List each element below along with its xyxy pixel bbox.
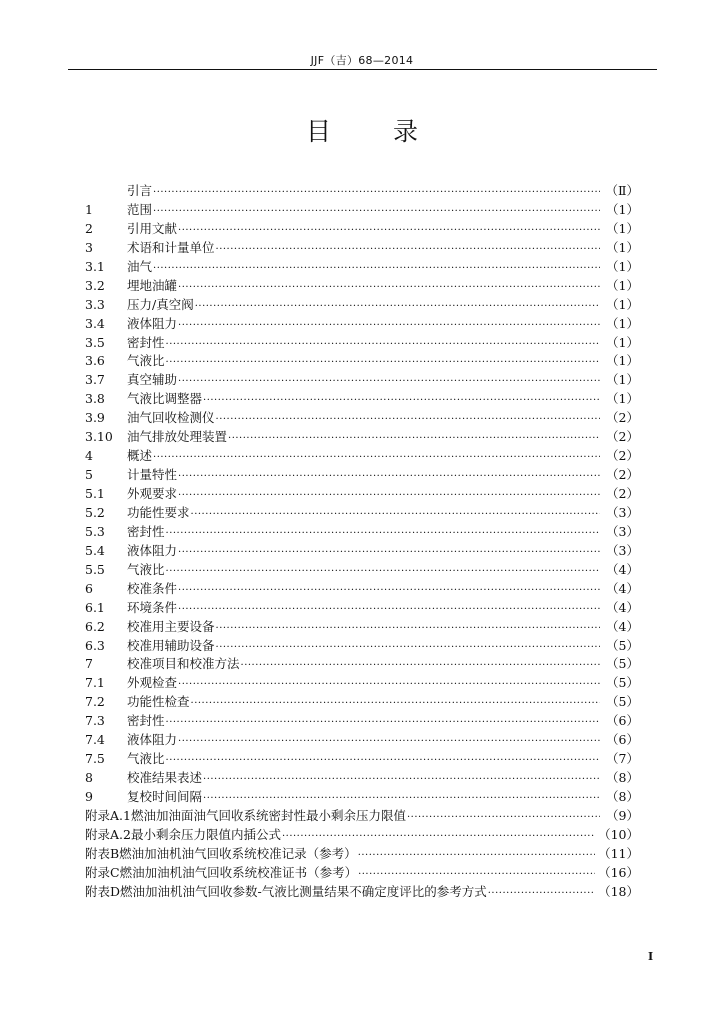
toc-entry-page: （1） xyxy=(606,220,639,236)
toc-entry-number: 6 xyxy=(85,580,93,596)
toc-entry-label: 附录C燃油加油机油气回收系统校准证书（参考） xyxy=(85,864,358,880)
running-header: JJF（吉）68—2014 xyxy=(310,54,414,67)
toc-leader-dots xyxy=(153,260,600,279)
toc-entry-page: （2） xyxy=(606,429,639,445)
toc-entry-page: （9） xyxy=(606,807,639,823)
toc-leader-dots xyxy=(228,430,600,449)
toc-entry xyxy=(85,334,639,353)
toc-entry xyxy=(85,561,639,580)
toc-entry-page: （3） xyxy=(606,504,639,520)
toc-entry-label: 引用文献 xyxy=(127,220,178,236)
toc-entry-label: 附录A.1燃油加油面油气回收系统密封性最小剩余压力限值 xyxy=(85,807,406,823)
toc-entry-number: 9 xyxy=(85,789,93,804)
toc-entry xyxy=(85,883,639,902)
toc-entry-label: 环境条件 xyxy=(127,599,178,615)
toc-leader-dots xyxy=(203,771,600,790)
toc-entry-number: 2 xyxy=(85,220,93,236)
toc-entry-page: （1） xyxy=(606,353,639,369)
toc-leader-dots xyxy=(178,373,600,392)
title-part-1: 目 xyxy=(305,117,331,146)
toc-leader-dots xyxy=(358,847,595,866)
toc-entry xyxy=(85,826,639,845)
toc-entry-number: 5 xyxy=(85,467,93,483)
toc-entry xyxy=(85,315,639,334)
toc-leader-dots xyxy=(166,714,600,733)
toc-entry-page: （3） xyxy=(606,523,639,539)
toc-entry-number: 8 xyxy=(85,770,93,786)
toc-entry xyxy=(85,788,639,807)
title-part-2: 录 xyxy=(393,117,419,146)
toc-entry-number: 6.2 xyxy=(85,618,105,634)
toc-entry-label: 压力/真空阀 xyxy=(127,296,194,312)
toc-entry-page: （5） xyxy=(606,694,639,710)
toc-entry-label: 气液比 xyxy=(127,751,165,767)
toc-entry xyxy=(85,655,639,674)
toc-entry-page: （1） xyxy=(606,372,639,388)
toc-entry-label: 校准条件 xyxy=(127,580,178,596)
toc-entry-number: 7 xyxy=(85,656,93,672)
toc-entry-page: （4） xyxy=(606,618,639,634)
toc-leader-dots xyxy=(166,354,600,373)
toc-entry-label: 气液比 xyxy=(127,353,165,369)
toc-entry-label: 气液比 xyxy=(127,561,165,577)
toc-entry-label: 功能性检查 xyxy=(127,694,190,710)
toc-entry xyxy=(85,712,639,731)
toc-leader-dots xyxy=(178,544,600,563)
toc-leader-dots xyxy=(178,676,600,695)
toc-entry xyxy=(85,807,639,826)
toc-entry-number: 3.9 xyxy=(85,410,105,426)
toc-leader-dots xyxy=(407,809,600,828)
toc-leader-dots xyxy=(153,449,600,468)
toc-entry-label: 外观要求 xyxy=(127,486,178,501)
toc-entry xyxy=(85,504,639,523)
toc-entry-page: （18） xyxy=(598,883,639,899)
toc-entry xyxy=(85,447,639,466)
toc-entry-number: 5.3 xyxy=(85,523,105,539)
toc-entry xyxy=(85,864,639,883)
toc-leader-dots xyxy=(178,487,600,506)
toc-entry-page: （2） xyxy=(606,467,639,483)
toc-leader-dots xyxy=(178,317,600,336)
toc-leader-dots xyxy=(191,506,600,525)
toc-entry-page: （1） xyxy=(606,201,639,217)
toc-entry-page: （8） xyxy=(606,770,639,786)
page-number: I xyxy=(648,950,654,963)
toc-entry-label: 埋地油罐 xyxy=(127,277,178,293)
toc-entry-label: 外观检查 xyxy=(127,675,178,691)
toc-entry-label: 概述 xyxy=(127,448,153,464)
toc-entry xyxy=(85,390,639,409)
toc-leader-dots xyxy=(241,657,600,676)
toc-entry-label: 附表D燃油加油机油气回收参数-气液比测量结果不确定度评比的参考方式 xyxy=(85,883,487,899)
toc-entry xyxy=(85,466,639,485)
toc-entry-number: 3.1 xyxy=(85,258,105,274)
toc-entry-page: （3） xyxy=(606,542,639,558)
toc-entry xyxy=(85,296,639,315)
toc-entry-number: 5.1 xyxy=(85,486,105,501)
toc-entry-label: 校准用主要设备 xyxy=(127,618,215,634)
toc-entry-page: （2） xyxy=(606,410,639,426)
toc-entry-number: 6.3 xyxy=(85,637,105,653)
toc-leader-dots xyxy=(178,733,600,752)
toc-entry xyxy=(85,599,639,618)
toc-entry-page: （2） xyxy=(606,486,639,501)
toc-entry xyxy=(85,693,639,712)
toc-entry-page: （1） xyxy=(606,334,639,350)
toc-leader-dots xyxy=(216,620,600,639)
toc-entry-number: 3.7 xyxy=(85,372,105,388)
toc-leader-dots xyxy=(166,563,600,582)
toc-entry-number: 7.2 xyxy=(85,694,105,710)
toc-entry-number: 7.4 xyxy=(85,732,105,748)
toc-leader-dots xyxy=(166,336,600,355)
toc-entry-label: 气液比调整器 xyxy=(127,391,203,407)
toc-entry-label: 液体阻力 xyxy=(127,315,178,331)
toc-entry xyxy=(85,277,639,296)
toc-leader-dots xyxy=(178,582,600,601)
toc-leader-dots xyxy=(178,222,600,241)
toc-entry-label: 密封性 xyxy=(127,523,165,539)
toc-entry-page: （1） xyxy=(606,315,639,331)
toc-entry xyxy=(85,731,639,750)
toc-entry xyxy=(85,409,639,428)
toc-entry xyxy=(85,769,639,788)
header-rule xyxy=(68,69,657,70)
toc-entry-page: （1） xyxy=(606,296,639,312)
toc-entry-label: 密封性 xyxy=(127,334,165,350)
toc-entry-page: （1） xyxy=(606,239,639,255)
toc-entry-number: 7.3 xyxy=(85,713,105,729)
toc-entry-label: 真空辅助 xyxy=(127,372,178,388)
toc-entry-number: 5.4 xyxy=(85,542,105,558)
toc-entry-number: 3 xyxy=(85,239,93,255)
toc-entry-number: 3.3 xyxy=(85,296,105,312)
toc-entry-number: 1 xyxy=(85,201,93,217)
toc-entry-label: 附表B燃油加油机油气回收系统校准记录（参考） xyxy=(85,845,357,861)
toc-entry-label: 计量特性 xyxy=(127,467,178,483)
toc-entry-number: 3.8 xyxy=(85,391,105,407)
toc-leader-dots xyxy=(178,601,600,620)
toc-entry xyxy=(85,523,639,542)
toc-entry xyxy=(85,258,639,277)
toc-entry-label: 范围 xyxy=(127,201,153,217)
toc-entry-label: 校准项目和校准方法 xyxy=(127,656,240,672)
toc-leader-dots xyxy=(216,639,600,658)
toc-leader-dots xyxy=(153,184,600,203)
toc-entry xyxy=(85,542,639,561)
toc-entry-label: 功能性要求 xyxy=(127,504,190,520)
toc-entry-number: 3.5 xyxy=(85,334,105,350)
toc-entry-number: 3.2 xyxy=(85,277,105,293)
toc-entry xyxy=(85,485,639,504)
toc-leader-dots xyxy=(203,392,600,411)
toc-entry-number: 7.1 xyxy=(85,675,105,691)
toc-entry-page: （5） xyxy=(606,675,639,691)
toc-entry-number: 5.2 xyxy=(85,504,105,520)
toc-entry-page: （10） xyxy=(598,826,639,842)
toc-entry-number: 4 xyxy=(85,448,93,464)
toc-entry-page: （4） xyxy=(606,580,639,596)
toc-entry-page: （6） xyxy=(606,713,639,729)
toc-entry-page: （5） xyxy=(606,656,639,672)
toc-entry-number: 6.1 xyxy=(85,599,105,615)
table-of-contents xyxy=(85,182,639,902)
toc-entry-page: （8） xyxy=(606,789,639,804)
toc-entry-page: （1） xyxy=(606,277,639,293)
toc-entry xyxy=(85,239,639,258)
toc-entry xyxy=(85,845,639,864)
toc-entry-label: 校准结果表述 xyxy=(127,770,203,786)
toc-entry-number: 3.10 xyxy=(85,429,113,445)
toc-leader-dots xyxy=(153,203,600,222)
toc-entry-page: （16） xyxy=(598,864,639,880)
toc-entry xyxy=(85,182,639,201)
toc-entry-label: 密封性 xyxy=(127,713,165,729)
toc-leader-dots xyxy=(191,695,600,714)
toc-entry xyxy=(85,674,639,693)
toc-entry xyxy=(85,428,639,447)
toc-entry-label: 液体阻力 xyxy=(127,542,178,558)
toc-leader-dots xyxy=(488,885,595,904)
toc-entry-page: （4） xyxy=(606,599,639,615)
toc-entry-page: （1） xyxy=(606,391,639,407)
toc-entry-label: 附录A.2最小剩余压力限值内插公式 xyxy=(85,826,281,842)
toc-leader-dots xyxy=(178,279,600,298)
toc-entry-page: （11） xyxy=(598,845,639,861)
page-title xyxy=(0,112,724,148)
toc-entry xyxy=(85,352,639,371)
toc-entry-page: （1） xyxy=(606,258,639,274)
toc-entry xyxy=(85,220,639,239)
toc-entry-number: 7.5 xyxy=(85,751,105,767)
toc-entry-label: 油气排放处理装置 xyxy=(127,429,228,445)
toc-leader-dots xyxy=(216,411,600,430)
toc-entry xyxy=(85,371,639,390)
toc-entry-label: 油气 xyxy=(127,258,153,274)
toc-leader-dots xyxy=(166,525,600,544)
toc-leader-dots xyxy=(195,298,600,317)
toc-entry xyxy=(85,750,639,769)
toc-entry xyxy=(85,637,639,656)
toc-entry-number: 3.6 xyxy=(85,353,105,369)
toc-entry-page: （5） xyxy=(606,637,639,653)
toc-entry-label: 引言 xyxy=(127,183,153,198)
toc-leader-dots xyxy=(216,241,600,260)
toc-entry-page: （Ⅱ） xyxy=(605,183,639,198)
toc-entry-page: （6） xyxy=(606,732,639,748)
toc-entry xyxy=(85,580,639,599)
toc-entry xyxy=(85,618,639,637)
toc-entry-page: （4） xyxy=(606,561,639,577)
toc-entry-page: （2） xyxy=(606,448,639,464)
toc-entry-label: 液体阻力 xyxy=(127,732,178,748)
toc-entry-label: 术语和计量单位 xyxy=(127,239,215,255)
toc-entry-label: 复校时间间隔 xyxy=(127,789,203,804)
toc-entry-label: 油气回收检测仪 xyxy=(127,410,215,426)
toc-entry-page: （7） xyxy=(606,751,639,767)
toc-leader-dots xyxy=(166,752,600,771)
toc-entry-number: 5.5 xyxy=(85,561,105,577)
toc-leader-dots xyxy=(178,468,600,487)
toc-entry-label: 校准用辅助设备 xyxy=(127,637,215,653)
toc-entry xyxy=(85,201,639,220)
toc-entry-number: 3.4 xyxy=(85,315,105,331)
